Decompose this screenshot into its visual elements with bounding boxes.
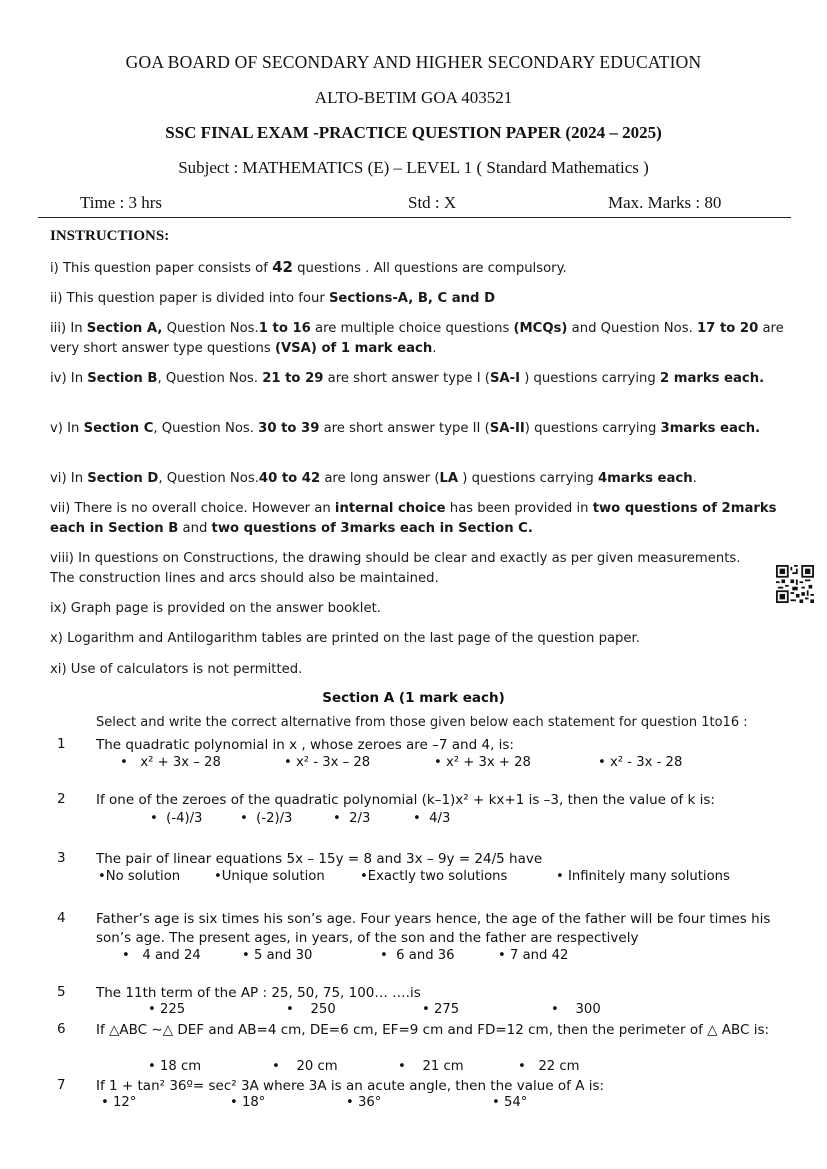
instruction-xi: xi) Use of calculators is not permitted. [50,662,303,677]
option: • Infinitely many solutions [556,869,730,884]
option: • 4 and 24 [122,948,201,963]
option: • 300 [551,1002,601,1017]
question-text: The quadratic polynomial in x , whose zeroes are –7 and 4, is: [96,737,514,753]
option: • 250 [286,1002,336,1017]
question-text: If one of the zeroes of the quadratic polynomial (k–1)x² + kx+1 is –3, then the value of k is: [96,792,715,808]
option: • x² - 3x - 28 [598,755,683,770]
option: • 21 cm [398,1059,464,1074]
instruction-ii: ii) This question paper is divided into four Sections-A, B, C and D [50,291,496,306]
question-number: 3 [57,850,66,866]
option: • 6 and 36 [380,948,455,963]
question-number: 6 [57,1021,66,1037]
question-text: The 11th term of the AP : 25, 50, 75, 100… ….is [96,985,421,1001]
instruction-vii: vii) There is no overall choice. However an internal choice has been provided in two questions of 2marks each in Section B and two questions of 3marks each in Section C. [50,501,777,536]
option: • 36° [346,1095,382,1110]
instruction-x: x) Logarithm and Antilogarithm tables are printed on the last page of the question paper. [50,631,640,646]
option: • 22 cm [518,1059,580,1074]
question-number: 1 [57,736,66,752]
option: • 5 and 30 [242,948,313,963]
std-label: Std : X [408,193,457,212]
instruction-v: v) In Section C, Question Nos. 30 to 39 are short answer type II (SA-II) questions carrying 3marks each. [50,421,761,436]
question-number: 4 [57,910,66,926]
exam-title: SSC FINAL EXAM -PRACTICE QUESTION PAPER (2024 – 2025) [165,123,662,142]
instruction-ix: ix) Graph page is provided on the answer booklet. [50,601,381,616]
option: • 12° [101,1095,137,1110]
option: • (-4)/3 [150,811,203,826]
option: • x² + 3x + 28 [434,755,531,770]
instructions-title: INSTRUCTIONS: [50,228,170,244]
header-divider [38,217,791,218]
option: • x² - 3x – 28 [284,755,371,770]
board-title: GOA BOARD OF SECONDARY AND HIGHER SECONDARY EDUCATION [125,52,702,72]
option: • (-2)/3 [240,811,293,826]
section-a-directive: Select and write the correct alternative from those given below each statement for question 1to16 : [96,715,748,730]
subject-line: Subject : MATHEMATICS (E) – LEVEL 1 ( Standard Mathematics ) [178,158,649,177]
question-number: 5 [57,984,66,1000]
option: •Exactly two solutions [360,869,508,884]
option: • 18 cm [148,1059,202,1074]
question-text: If △ABC ∼△ DEF and AB=4 cm, DE=6 cm, EF=9 cm and FD=12 cm, then the perimeter of △ ABC is: [96,1022,770,1038]
section-a-title: Section A (1 mark each) [322,690,505,706]
question-text: If 1 + tan² 36º= sec² 3A where 3A is an acute angle, then the value of A is: [96,1078,605,1094]
question-text: Father’s age is six times his son’s age. Four years hence, the age of the father will be four times his son’s age. The present ages, in years, of the son and the father are respectively [96,911,771,946]
option: • 20 cm [272,1059,338,1074]
option: • 18° [230,1095,266,1110]
option: •No solution [98,869,181,884]
option: •Unique solution [214,869,325,884]
max-marks-label: Max. Marks : 80 [608,193,722,212]
question-number: 2 [57,791,66,807]
option: • 7 and 42 [498,948,569,963]
question-number: 7 [57,1077,66,1093]
instruction-i: i) This question paper consists of 42 questions . All questions are compulsory. [50,258,567,276]
qr-code-icon [776,565,814,603]
option: • 275 [422,1002,460,1017]
board-address: ALTO-BETIM GOA 403521 [314,88,513,107]
instruction-iii: iii) In Section A, Question Nos.1 to 16 are multiple choice questions (MCQs) and Question Nos. 17 to 20 are very short answer type questions (VSA) of 1 mark each. [50,321,784,356]
option: • x² + 3x – 28 [120,755,221,770]
time-label: Time : 3 hrs [80,193,163,212]
instruction-vi: vi) In Section D, Question Nos.40 to 42 are long answer (LA ) questions carrying 4marks each. [50,471,697,486]
option: • 4/3 [413,811,451,826]
option: • 225 [148,1002,186,1017]
question-text: The pair of linear equations 5x – 15y = 8 and 3x – 9y = 24/5 have [96,851,543,867]
instruction-iv: iv) In Section B, Question Nos. 21 to 29 are short answer type I (SA-I ) questions carrying 2 marks each. [50,371,765,386]
option: • 2/3 [333,811,371,826]
instruction-viii: viii) In questions on Constructions, the drawing should be clear and exactly as per given measurements. The construction lines and arcs should also be maintained. [50,551,741,586]
option: • 54° [492,1095,528,1110]
